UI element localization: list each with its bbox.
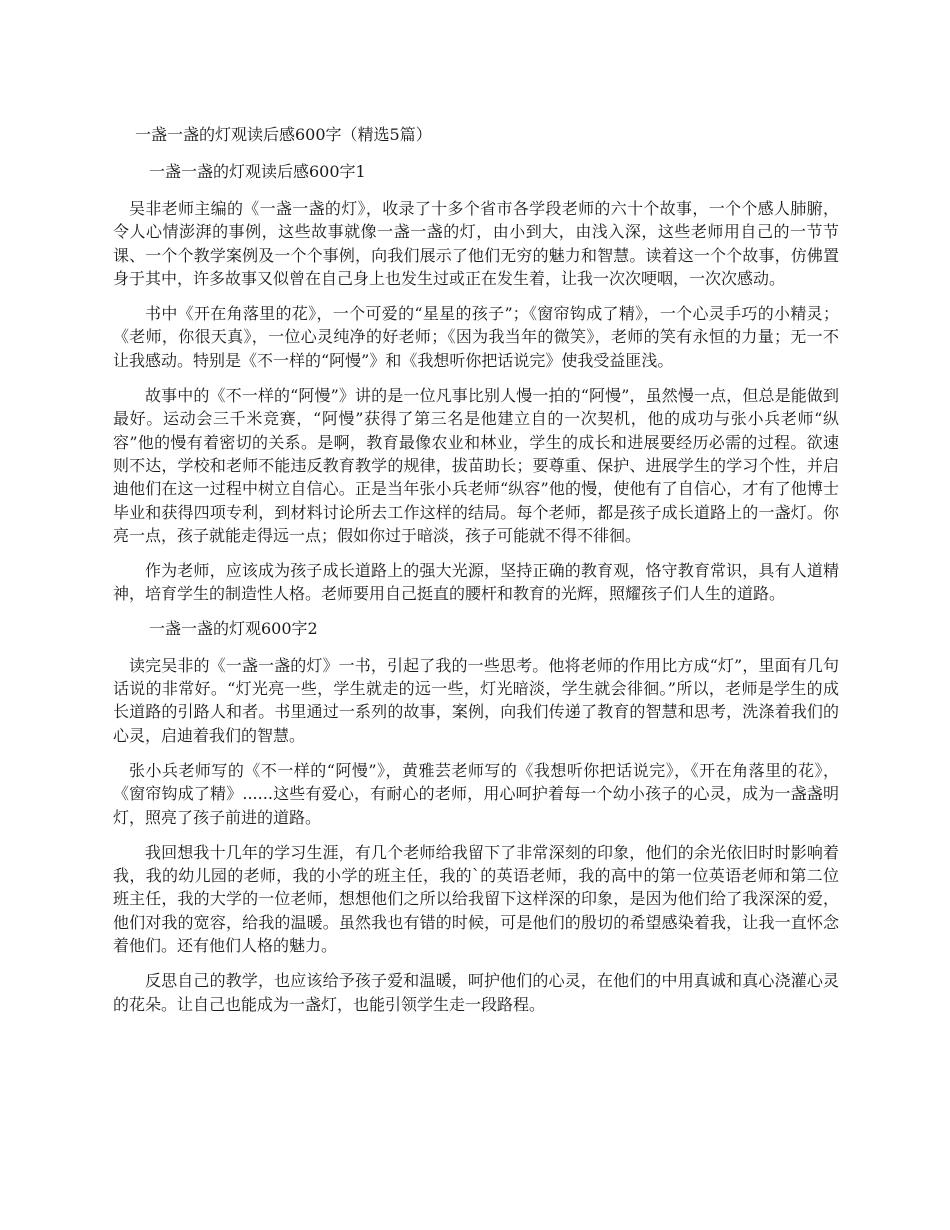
paragraph: 故事中的《不一样的“阿慢”》讲的是一位凡事比别人慢一拍的“阿慢”，虽然慢一点，但总是能做到最好。运动会三千米竞赛，“阿慢”获得了第三名是他建立自的一次契机，他的成功与张小兵老师“纵容”他的慢有着密切的关系。是啊，教育最像农业和林业，学生的成长和进展要经历必需的过程。欲速则不达，学校和老师不能违反教育教学的规律，拔苗助长；要尊重、保护、进展学生的学习个性，并启迪他们在这一过程中树立自信心。正是当年张小兵老师“纵容”他的慢，使他有了自信心，才有了他博士毕业和获得四项专利，到材料讨论所去工作这样的结局。每个老师，都是孩子成长道路上的一盏灯。你亮一点，孩子就能走得远一点；假如你过于暗淡，孩子可能就不得不徘徊。 [113,386,839,545]
paragraph: 张小兵老师写的《不一样的“阿慢”》，黄雅芸老师写的《我想听你把话说完》，《开在角落里的花》，《窗帘钩成了精》......这些有爱心，有耐心的老师，用心呵护着每一个幼小孩子的心灵，成为一盏盏明灯，照亮了孩子前进的道路。 [113,760,839,827]
paragraph: 书中《开在角落里的花》，一个可爱的“星星的孩子”；《窗帘钩成了精》，一个心灵手巧的小精灵；《老师，你很天真》，一位心灵纯净的好老师；《因为我当年的微笑》，老师的笑有永恒的力量；无一不让我感动。特别是《不一样的“阿慢”》和《我想听你把话说完》使我受益匪浅。 [113,304,839,370]
section-heading-1: 一盏一盏的灯观读后感600字1 [149,162,366,181]
paragraph: 我回想我十几年的学习生涯，有几个老师给我留下了非常深刻的印象，他们的余光依旧时时影响着我，我的幼儿园的老师，我的小学的班主任，我的`的英语老师，我的高中的第一位英语老师和第二位班主任，我的大学的一位老师，想想他们之所以给我留下这样深的印象，是因为他们给了我深深的爱，他们对我的宽容，给我的温暖。虽然我也有错的时候，可是他们的殷切的希望感染着我，让我一直怀念着他们。还有他们人格的魅力。 [113,842,839,956]
paragraph: 读完吴非的《一盏一盏的灯》一书，引起了我的一些思考。他将老师的作用比方成“灯”，里面有几句话说的非常好。“灯光亮一些，学生就走的远一些，灯光暗淡，学生就会徘徊。”所以，老师是学生的成长道路的引路人和者。书里通过一系列的故事，案例，向我们传递了教育的智慧和思考，洗涤着我们的心灵，启迪着我们的智慧。 [113,655,839,745]
document-title: 一盏一盏的灯观读后感600字（精选5篇） [135,125,432,144]
paragraph: 吴非老师主编的《一盏一盏的灯》，收录了十多个省市各学段老师的六十个故事，一个个感人肺腑，令人心情澎湃的事例，这些故事就像一盏一盏的灯，由小到大，由浅入深，这些老师用自己的一节节课、一个个教学案例及一个个事例，向我们展示了他们无穷的魅力和智慧。读着这一个个故事，仿佛置身于其中，许多故事又似曾在自己身上也发生过或正在发生着，让我一次次哽咽，一次次感动。 [113,199,839,288]
document-page [113,124,839,1028]
section-heading-2: 一盏一盏的灯观600字2 [149,618,318,638]
paragraph: 反思自己的教学，也应该给予孩子爱和温暖，呵护他们的心灵，在他们的中用真诚和真心浇灌心灵的花朵。让自己也能成为一盏灯，也能引领学生走一段路程。 [113,971,839,1014]
paragraph: 作为老师，应该成为孩子成长道路上的强大光源，坚持正确的教育观，恪守教育常识，具有人道精神，培育学生的制造性人格。老师要用自己挺直的腰杆和教育的光辉，照耀孩子们人生的道路。 [113,561,839,604]
